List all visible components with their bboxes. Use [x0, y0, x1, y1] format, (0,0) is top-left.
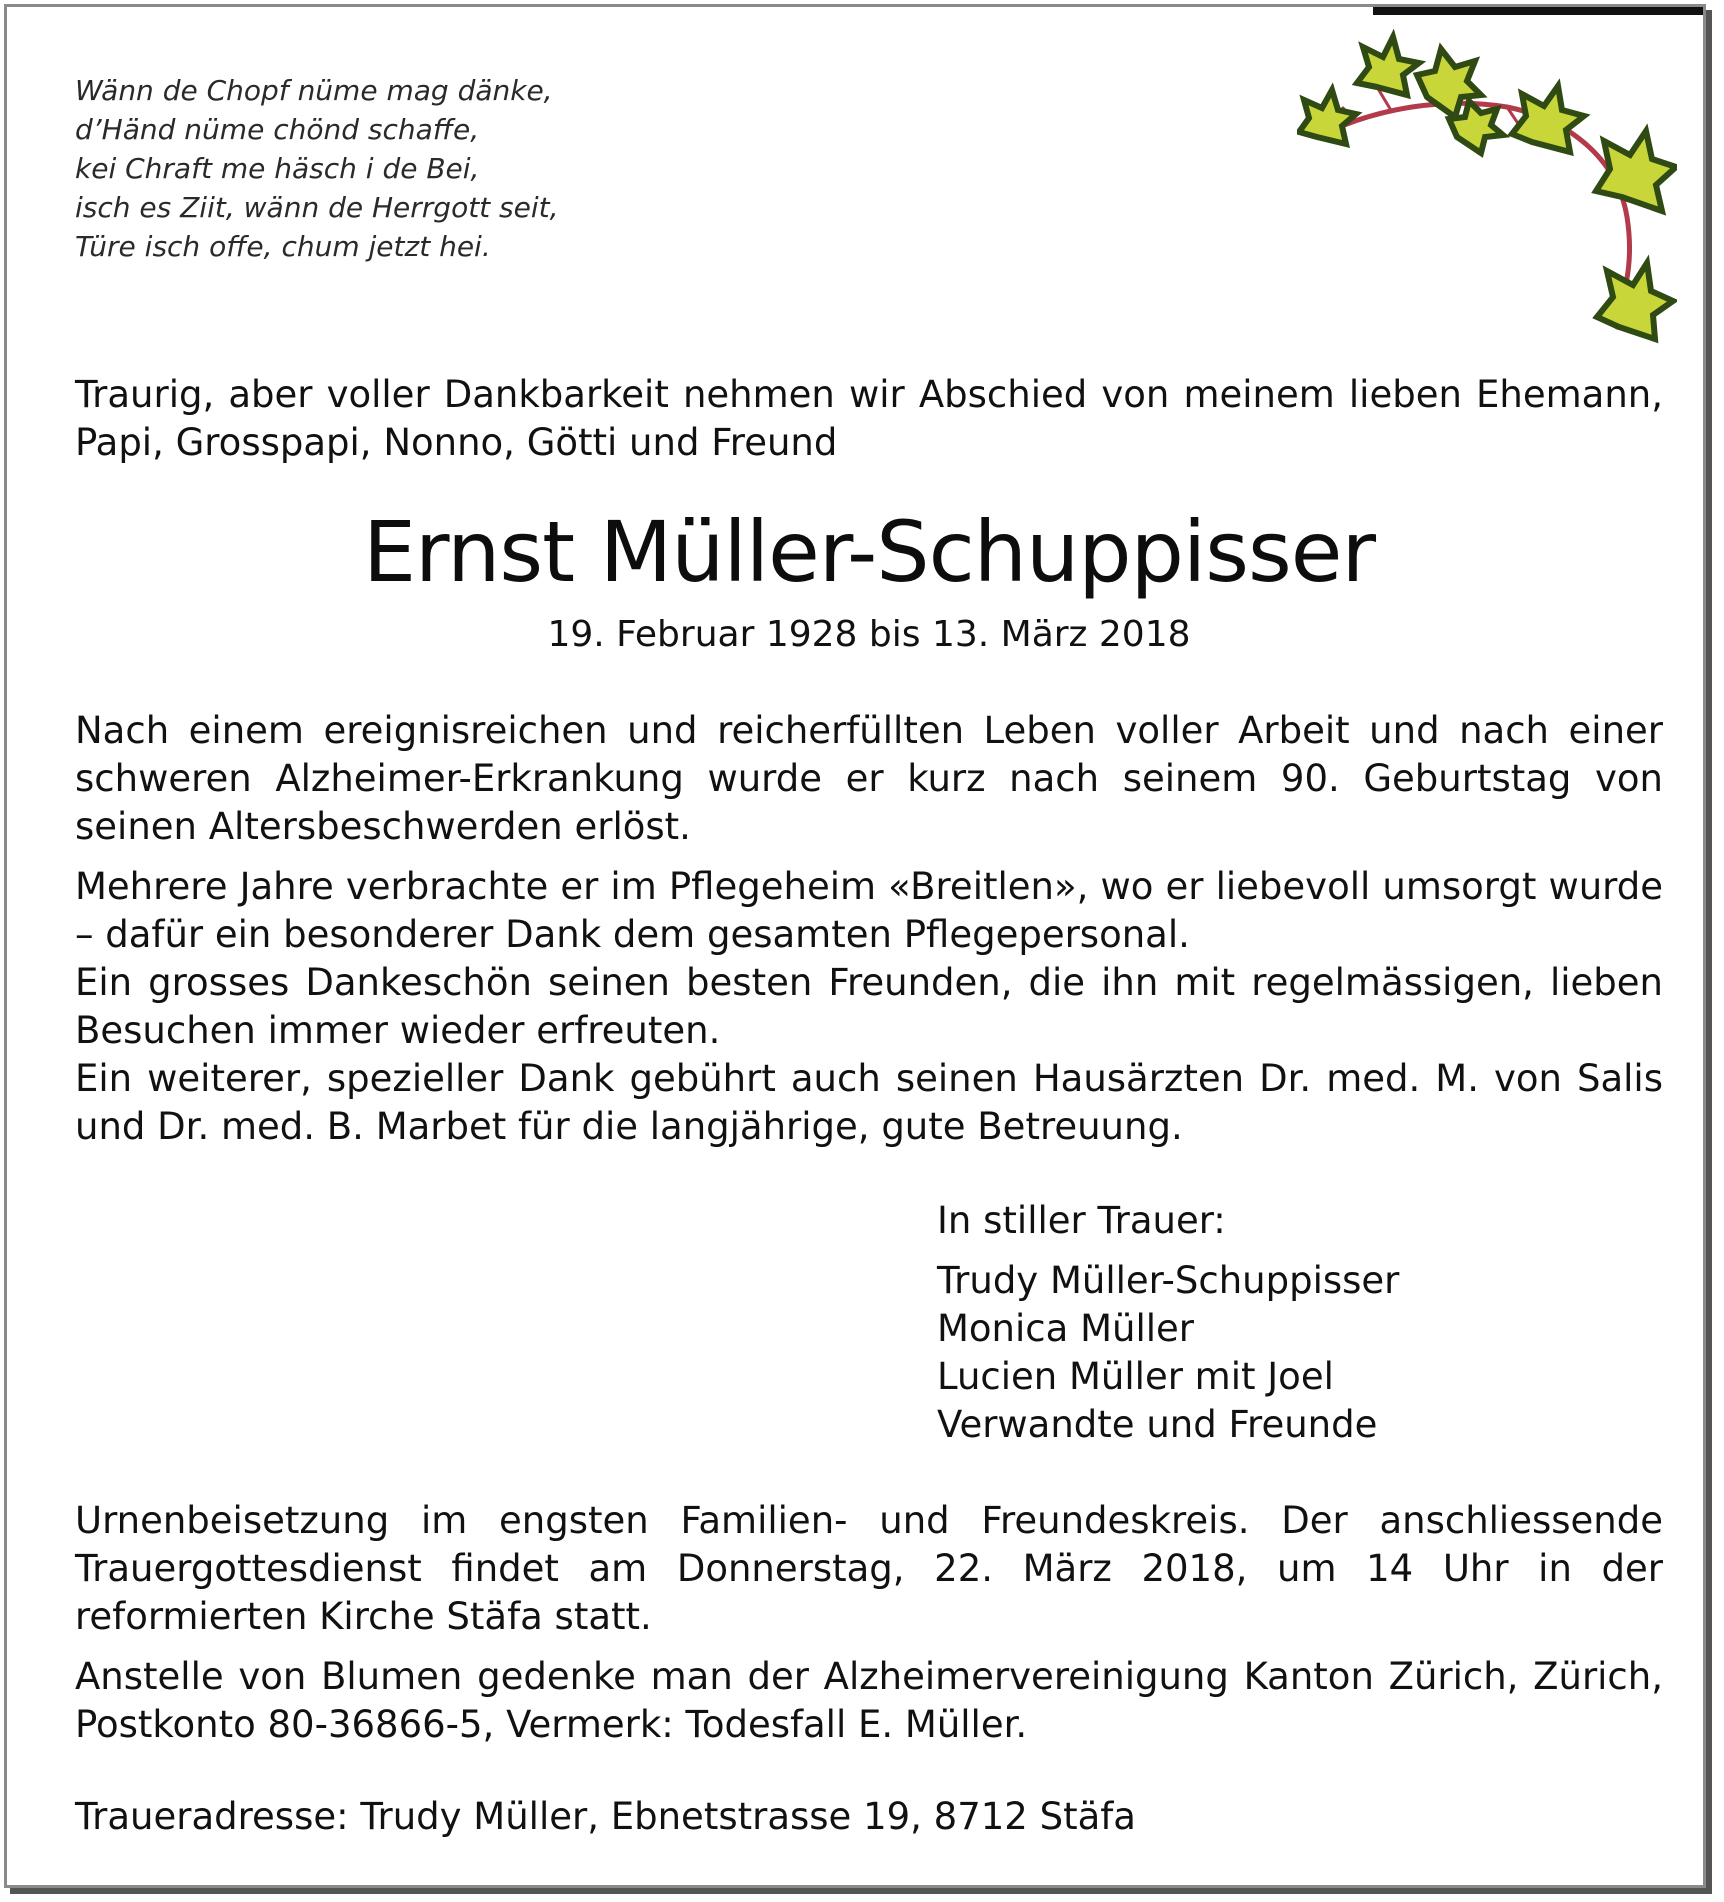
- paragraph-life: Nach einem ereignisreichen und reicherfüllten Leben voller Arbeit und nach einer schweren Alzheimer-Erkrankung wurde er kurz nach seinem 90. Geburtstag von seinen Altersbeschwerden erlöst.: [75, 709, 1663, 848]
- ivy-leaf: [1299, 90, 1356, 144]
- poem-line: Türe isch offe, chum jetzt hei.: [75, 230, 491, 263]
- corner-mark: [1373, 7, 1703, 15]
- paragraph-donation: Anstelle von Blumen gedenke man der Alzheimervereinigung Kanton Zürich, Zürich, Postkonto 80-36866-5, Vermerk: Todesfall E. Müller.: [75, 1655, 1663, 1746]
- mourning-address: Traueradresse: Trudy Müller, Ebnetstrasse 19, 8712 Stäfa: [75, 1795, 1136, 1838]
- ivy-leaf: [1597, 263, 1673, 339]
- intro-text: Traurig, aber voller Dankbarkeit nehmen wir Abschied von meinem lieben Ehemann, Papi, Grosspapi, Nonno, Götti und Freund: [75, 373, 1663, 464]
- paragraph-friends: Ein grosses Dankeschön seinen besten Freunden, die ihn mit regelmässigen, lieben Besuchen immer wieder erfreuten.: [75, 961, 1663, 1052]
- paragraph-funeral: Urnenbeisetzung im engsten Familien- und Freundeskreis. Der anschliessende Trauergottesdienst findet am Donnerstag, 22. März 2018, um 14 Uhr in der reformierten Kirche Stäfa statt.: [75, 1499, 1663, 1638]
- poem-line: kei Chraft me häsch i de Bei,: [75, 152, 480, 185]
- ivy-leaf: [1596, 131, 1676, 211]
- obituary-card: [4, 4, 1706, 1888]
- poem-line: isch es Ziit, wänn de Herrgott seit,: [75, 191, 559, 224]
- poem: [75, 71, 775, 266]
- ivy-branch-icon: [1297, 27, 1677, 357]
- mourner-name: Verwandte und Freunde: [937, 1403, 1378, 1446]
- mourner-name: Lucien Müller mit Joel: [937, 1355, 1334, 1398]
- life-dates: 19. Februar 1928 bis 13. März 2018: [547, 614, 1191, 655]
- ivy-leaf: [1357, 37, 1419, 95]
- mourners-heading: In stiller Trauer:: [937, 1199, 1226, 1242]
- mourners-block: [937, 1197, 1657, 1449]
- deceased-name: Ernst Müller-Schuppisser: [362, 503, 1375, 601]
- ivy-leaf: [1512, 86, 1584, 152]
- mourner-name: Monica Müller: [937, 1307, 1194, 1350]
- paragraph-care-home: Mehrere Jahre verbrachte er im Pflegeheim «Breitlen», wo er liebevoll umsorgt wurde – dafür ein besonderer Dank dem gesamten Pflegepersonal.: [75, 865, 1663, 956]
- poem-line: Wänn de Chopf nüme mag dänke,: [75, 74, 553, 107]
- mourner-name: Trudy Müller-Schuppisser: [937, 1259, 1400, 1302]
- poem-line: d’Händ nüme chönd schaffe,: [75, 113, 480, 146]
- paragraph-doctors: Ein weiterer, spezieller Dank gebührt auch seinen Hausärzten Dr. med. M. von Salis und Dr. med. B. Marbet für die langjährige, gute Betreuung.: [75, 1057, 1663, 1148]
